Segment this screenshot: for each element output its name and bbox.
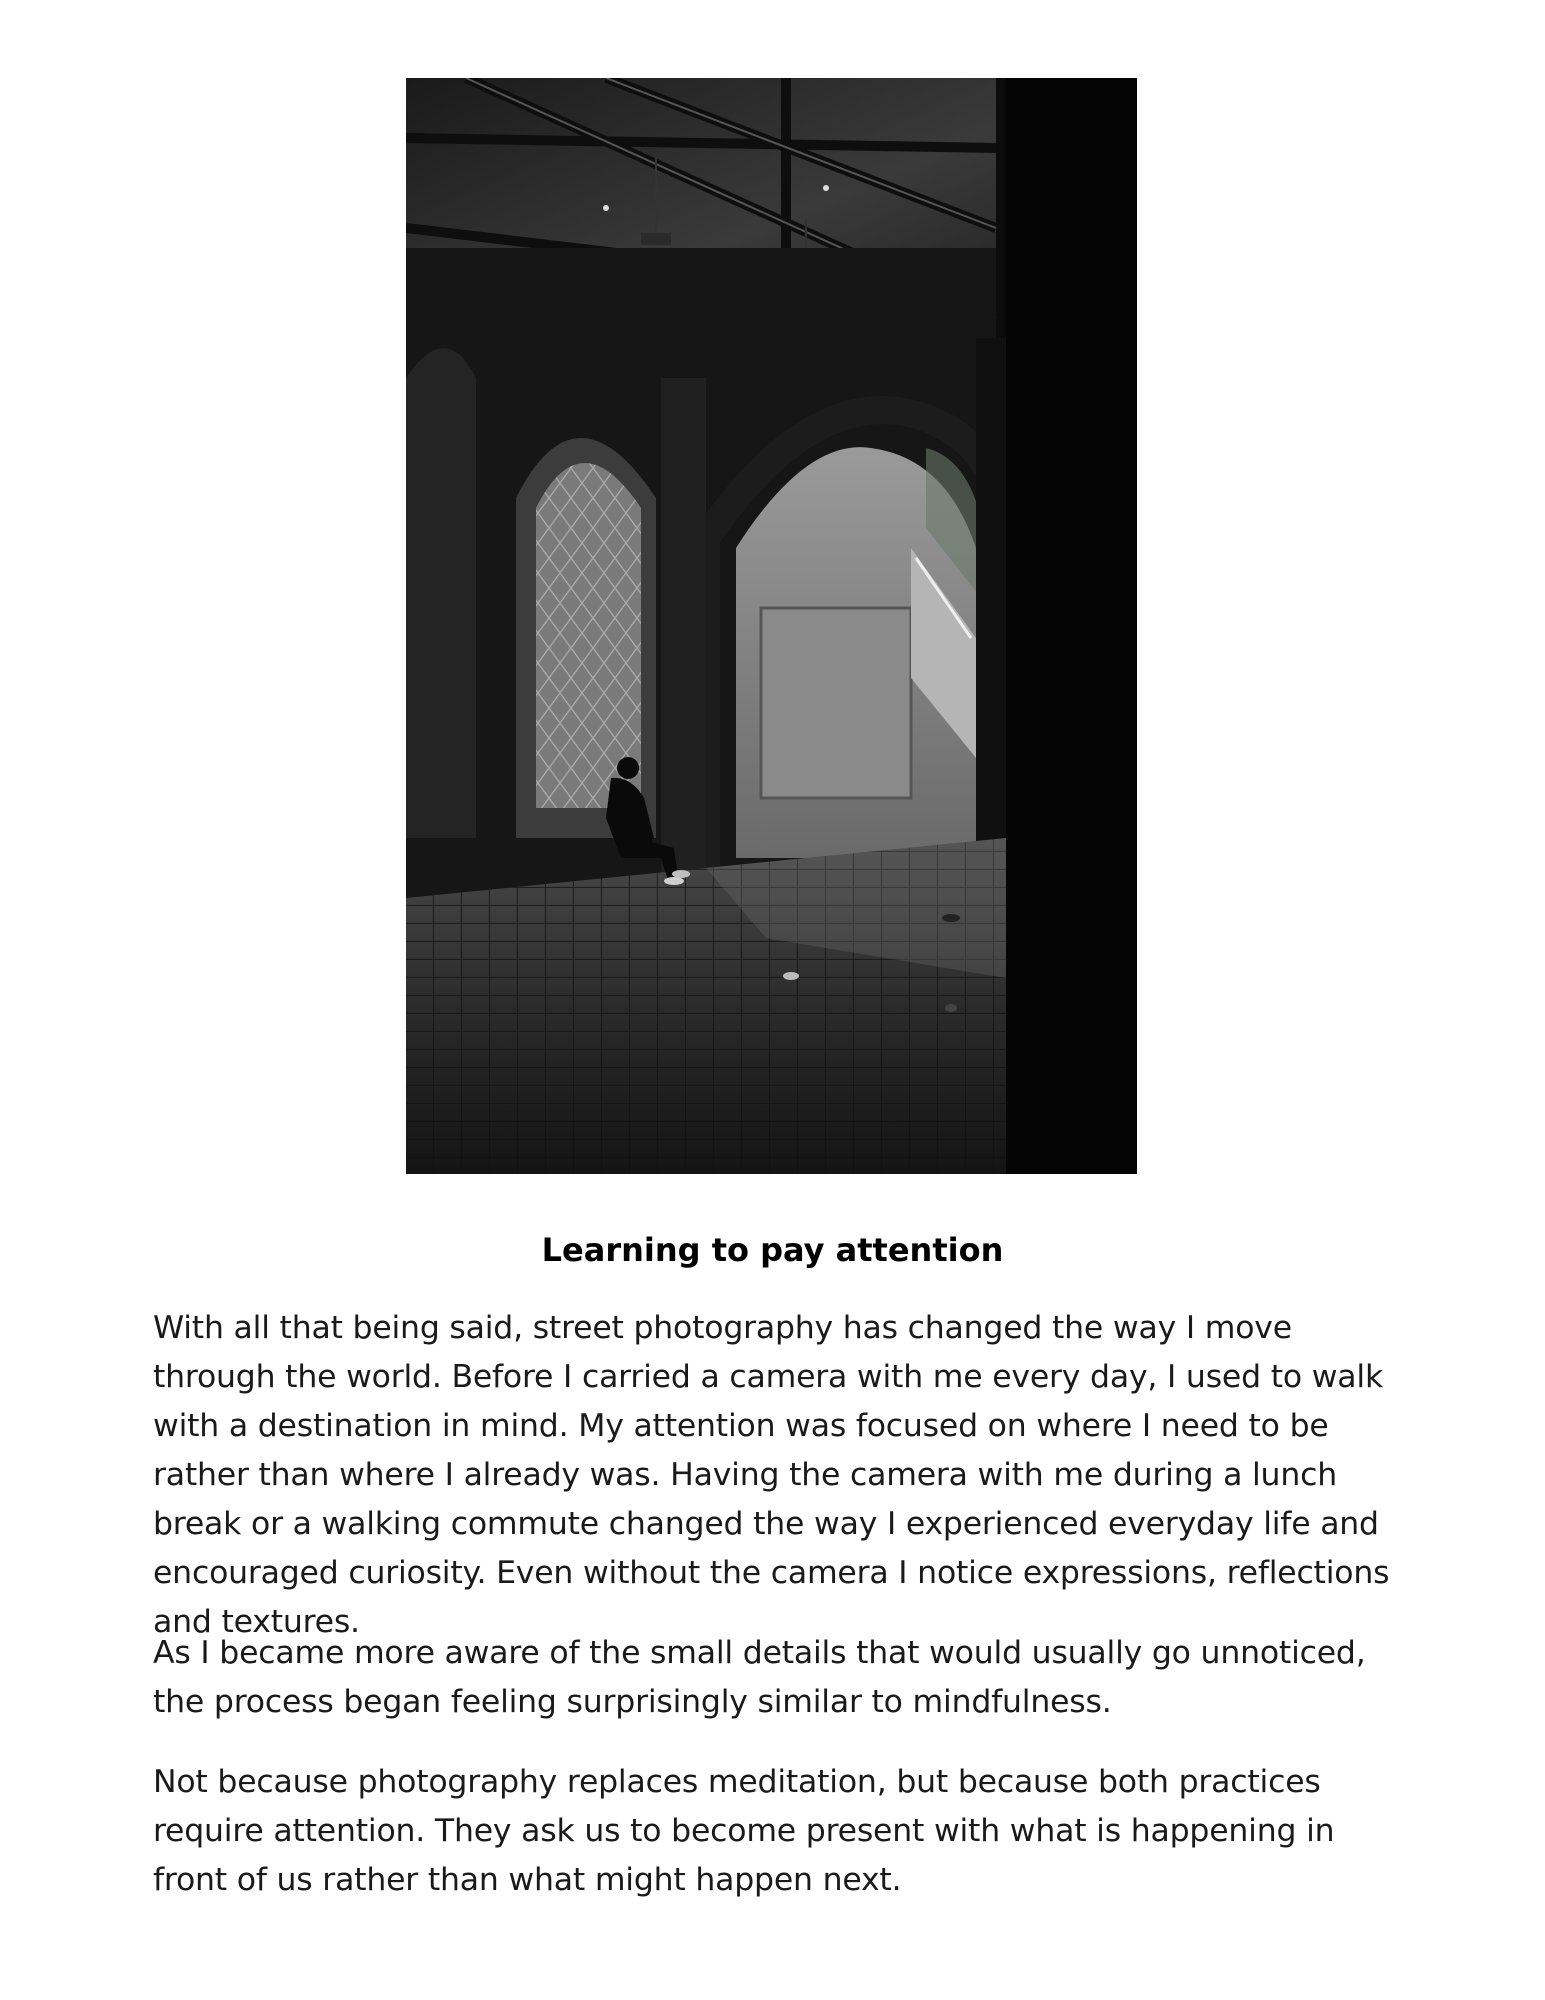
article-paragraph: Not because photography replaces meditation, but because both practices require attention. They ask us to become present with what is happening in front of us rather than what might happen next. [153,1764,1335,1898]
article-paragraph: As I became more aware of the small details that would usually go unnoticed, the process began feeling surprisingly similar to mindfulness. [153,1635,1366,1720]
article-photo [406,78,1137,1174]
article-heading: Learning to pay attention [541,1231,1004,1269]
article-paragraph: With all that being said, street photography has changed the way I move through the world. Before I carried a camera with me every day, I used to walk with a destination in mind. My attention was focused on where I need to be rather than where I already was. Having the camera with me during a lunch break or a walking commute changed the way I experienced everyday life and encouraged curiosity. Even without the camera I notice expressions, reflections and textures. [153,1310,1390,1640]
photo-image [406,78,1137,1174]
